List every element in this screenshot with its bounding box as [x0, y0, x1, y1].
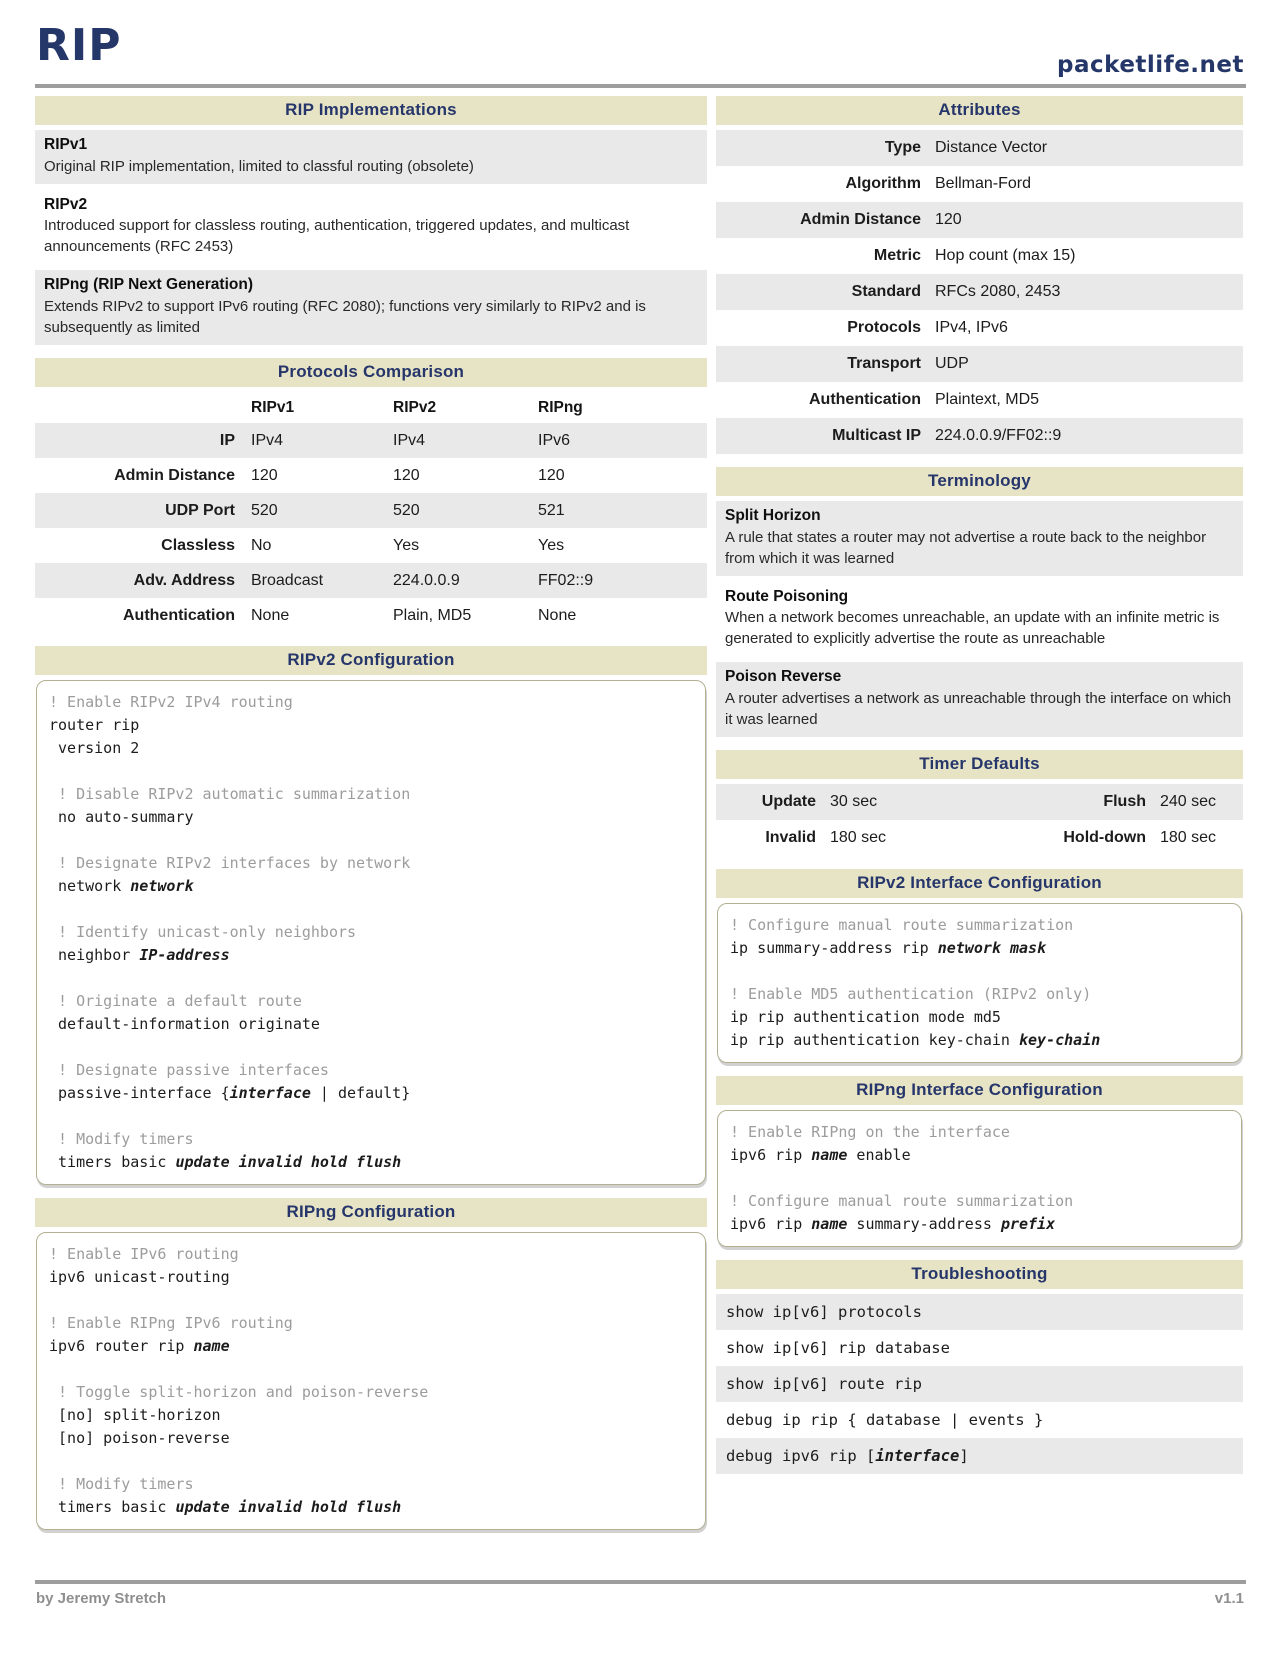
section-header-ripv2-interface-configuration: RIPv2 Interface Configuration — [716, 869, 1243, 898]
command-argument: network mask — [937, 939, 1047, 958]
comparison-header-spacer — [35, 399, 251, 417]
attribute-row — [716, 238, 1243, 274]
attribute-label: Type — [884, 139, 921, 156]
code-line: ! Designate passive interfaces — [49, 1061, 329, 1080]
comparison-table — [35, 392, 707, 633]
definition-item — [35, 270, 707, 345]
command-text: ip rip authentication key-chain — [730, 1031, 1019, 1050]
timer-label: Flush — [1103, 793, 1146, 811]
attributes-table — [716, 130, 1243, 454]
comparison-row — [35, 563, 707, 598]
command-text: summary-address — [847, 1215, 1001, 1234]
content-columns — [35, 96, 1243, 1543]
attribute-value: Distance Vector — [935, 139, 1048, 156]
section-ripng-configuration — [35, 1198, 707, 1530]
comparison-cell: 120 — [393, 466, 420, 484]
comparison-cell: None — [251, 606, 290, 624]
command-text: passive-interface { — [49, 1084, 230, 1103]
timer-value: 240 sec — [1160, 793, 1217, 811]
section-header-timer-defaults: Timer Defaults — [716, 750, 1243, 779]
footer-author: by Jeremy Stretch — [36, 1590, 167, 1607]
attribute-value: UDP — [935, 355, 969, 372]
definition-description: A rule that states a router may not advertise a route back to the neighbor from which it was learned — [725, 528, 1207, 567]
right-column — [716, 96, 1243, 1487]
code-line — [49, 967, 693, 990]
comparison-row — [35, 458, 707, 493]
code-line — [730, 937, 1229, 960]
code-line — [49, 1404, 693, 1427]
top-rule — [35, 84, 1246, 88]
code-line — [49, 737, 693, 760]
section-protocols-comparison — [35, 358, 707, 633]
command-text: neighbor — [49, 946, 140, 965]
command-argument: update invalid hold flush — [175, 1153, 402, 1172]
section-header-protocols-comparison: Protocols Comparison — [35, 358, 707, 387]
timer-row — [716, 784, 1243, 820]
attribute-value: RFCs 2080, 2453 — [935, 283, 1061, 300]
comparison-cell: IPv4 — [251, 431, 284, 449]
command-row — [716, 1402, 1243, 1438]
command-text: show ip[v6] protocols — [726, 1303, 922, 1322]
comparison-cell: 120 — [538, 466, 565, 484]
command-row — [716, 1294, 1243, 1330]
command-argument: network — [130, 877, 194, 896]
section-ripv2-configuration — [35, 646, 707, 1185]
attribute-value: Bellman-Ford — [935, 175, 1032, 192]
definition-description: A router advertises a network as unreachable through the interface on which it was learned — [725, 690, 1232, 729]
code-line: ! Originate a default route — [49, 992, 302, 1011]
implementations-list — [35, 130, 707, 345]
code-line: ! Configure manual route summarization — [730, 1192, 1074, 1211]
code-line: ! Configure manual route summarization — [730, 916, 1074, 935]
definition-item — [716, 501, 1243, 576]
code-line — [49, 1496, 693, 1519]
comparison-column-header: RIPv2 — [393, 399, 437, 417]
section-header-ripv2-configuration: RIPv2 Configuration — [35, 646, 707, 675]
code-line — [49, 1036, 693, 1059]
definition-description: When a network becomes unreachable, an update with an infinite metric is generated to explicitly advertise the route as unreachable — [725, 609, 1220, 648]
command-row — [716, 1366, 1243, 1402]
comparison-cell: Plain, MD5 — [393, 606, 472, 624]
comparison-cell: 120 — [251, 466, 278, 484]
command-argument: name — [811, 1146, 848, 1165]
attribute-label: Authentication — [809, 391, 921, 408]
code-line — [49, 1013, 693, 1036]
code-line: ! Designate RIPv2 interfaces by network — [49, 854, 411, 873]
section-ripng-interface-configuration — [716, 1076, 1243, 1247]
command-row — [716, 1438, 1243, 1474]
command-text: debug ip rip { database | events } — [726, 1411, 1044, 1430]
command-argument: prefix — [1000, 1215, 1056, 1234]
timer-value: 30 sec — [830, 793, 878, 811]
command-text: timers basic — [49, 1498, 176, 1517]
footer-version: v1.1 — [1214, 1590, 1244, 1607]
section-header-ripng-interface-configuration: RIPng Interface Configuration — [716, 1076, 1243, 1105]
command-text: enable — [847, 1146, 911, 1165]
code-line: ! Enable MD5 authentication (RIPv2 only) — [730, 985, 1092, 1004]
command-text: timers basic — [49, 1153, 176, 1172]
timer-label: Update — [761, 793, 816, 811]
comparison-cell: Yes — [393, 536, 420, 554]
left-column — [35, 96, 707, 1543]
code-line — [49, 714, 693, 737]
section-timer-defaults — [716, 750, 1243, 856]
code-line — [49, 898, 693, 921]
code-line: ! Modify timers — [49, 1475, 194, 1494]
ripv2-config-codeblock — [36, 680, 706, 1185]
comparison-cell: None — [538, 606, 577, 624]
code-line — [730, 1213, 1229, 1236]
code-line — [49, 944, 693, 967]
code-line: ! Enable RIPv2 IPv4 routing — [49, 693, 293, 712]
code-line — [49, 1358, 693, 1381]
code-line: ! Enable IPv6 routing — [49, 1245, 239, 1264]
code-line — [730, 1029, 1229, 1052]
command-text: ipv6 rip — [730, 1146, 812, 1165]
attribute-row — [716, 202, 1243, 238]
attribute-row — [716, 382, 1243, 418]
code-line — [730, 960, 1229, 983]
comparison-header-row — [35, 392, 707, 423]
comparison-row-label: Authentication — [123, 606, 235, 624]
command-text: version 2 — [49, 739, 140, 758]
comparison-row-label: IP — [219, 431, 235, 449]
comparison-column-header: RIPng — [538, 399, 583, 417]
comparison-cell: IPv6 — [538, 431, 571, 449]
definition-term: Split Horizon — [725, 507, 821, 524]
comparison-row-label: Admin Distance — [114, 466, 235, 484]
code-line — [49, 806, 693, 829]
terminology-list — [716, 501, 1243, 737]
attribute-label: Metric — [873, 247, 921, 264]
code-line — [49, 1105, 693, 1128]
attribute-row — [716, 130, 1243, 166]
command-text: debug ipv6 rip [ — [726, 1447, 876, 1466]
timer-label: Invalid — [765, 829, 816, 847]
timer-value: 180 sec — [1160, 829, 1217, 847]
section-attributes — [716, 96, 1243, 454]
code-line — [49, 1335, 693, 1358]
comparison-row — [35, 423, 707, 458]
code-line: ! Disable RIPv2 automatic summarization — [49, 785, 411, 804]
comparison-column-header: RIPv1 — [251, 399, 295, 417]
ripng-config-codeblock — [36, 1232, 706, 1530]
attribute-label: Admin Distance — [800, 211, 921, 228]
timer-label: Hold-down — [1063, 829, 1146, 847]
command-text: ipv6 rip — [730, 1215, 812, 1234]
section-rip-implementations — [35, 96, 707, 345]
command-text: router rip — [49, 716, 140, 735]
definition-term: RIPv2 — [44, 195, 88, 213]
command-text: ] — [959, 1447, 969, 1466]
definition-item — [35, 130, 707, 184]
command-text: ip rip authentication mode md5 — [730, 1008, 1001, 1027]
code-line: ! Toggle split-horizon and poison-reverse — [49, 1383, 429, 1402]
definition-term: Route Poisoning — [725, 587, 849, 605]
code-line — [49, 829, 693, 852]
comparison-row-label: Classless — [161, 536, 235, 554]
attribute-label: Transport — [847, 355, 921, 372]
command-text: ipv6 unicast-routing — [49, 1268, 230, 1287]
timer-row — [716, 820, 1243, 856]
command-argument: IP-address — [139, 946, 230, 965]
attribute-value: Plaintext, MD5 — [935, 391, 1040, 408]
command-text: default-information originate — [49, 1015, 320, 1034]
troubleshooting-list — [716, 1294, 1243, 1474]
code-line — [730, 1144, 1229, 1167]
comparison-cell: FF02::9 — [538, 571, 594, 589]
comparison-row-label: Adv. Address — [133, 571, 235, 589]
comparison-cell: 224.0.0.9 — [393, 571, 460, 589]
comparison-row — [35, 493, 707, 528]
attribute-value: Hop count (max 15) — [935, 247, 1076, 264]
attribute-value: 224.0.0.9/FF02::9 — [935, 427, 1062, 444]
command-text: network — [49, 877, 131, 896]
attribute-row — [716, 166, 1243, 202]
footer-rule — [35, 1580, 1246, 1584]
command-row — [716, 1330, 1243, 1366]
comparison-row — [35, 598, 707, 633]
section-terminology — [716, 467, 1243, 737]
attribute-row — [716, 418, 1243, 454]
command-argument: interface — [875, 1447, 960, 1466]
ripng-interface-codeblock — [717, 1110, 1242, 1247]
code-line — [730, 1006, 1229, 1029]
comparison-cell: Broadcast — [251, 571, 324, 589]
code-line — [49, 875, 693, 898]
attribute-label: Multicast IP — [832, 427, 921, 444]
comparison-cell: Yes — [538, 536, 565, 554]
definition-item — [716, 662, 1243, 737]
comparison-cell: No — [251, 536, 272, 554]
definition-description: Extends RIPv2 to support IPv6 routing (RFC 2080); functions very similarly to RIPv2 and is subsequently as limited — [44, 298, 646, 337]
command-text: | default} — [310, 1084, 411, 1103]
section-ripv2-interface-configuration — [716, 869, 1243, 1063]
section-header-rip-implementations: RIP Implementations — [35, 96, 707, 125]
definition-description: Introduced support for classless routing, authentication, triggered updates, and multicast announcements (RFC 2453) — [44, 217, 630, 256]
definition-description: Original RIP implementation, limited to classful routing (obsolete) — [44, 157, 474, 175]
code-line: ! Identify unicast-only neighbors — [49, 923, 357, 942]
comparison-row — [35, 528, 707, 563]
section-header-attributes: Attributes — [716, 96, 1243, 125]
code-line — [49, 1151, 693, 1174]
comparison-cell: IPv4 — [393, 431, 426, 449]
attribute-row — [716, 346, 1243, 382]
ripv2-interface-codeblock — [717, 903, 1242, 1063]
command-text: ipv6 router rip — [49, 1337, 194, 1356]
comparison-cell: 520 — [393, 501, 420, 519]
attribute-label: Algorithm — [845, 175, 921, 192]
command-text: no auto-summary — [49, 808, 194, 827]
code-line — [730, 1167, 1229, 1190]
timer-defaults-table — [716, 784, 1243, 856]
command-text: [no] split-horizon — [49, 1406, 221, 1425]
command-text: show ip[v6] route rip — [726, 1375, 922, 1394]
section-header-troubleshooting: Troubleshooting — [716, 1260, 1243, 1289]
definition-item — [35, 190, 707, 265]
section-troubleshooting — [716, 1260, 1243, 1474]
attribute-row — [716, 310, 1243, 346]
comparison-cell: 520 — [251, 501, 278, 519]
comparison-cell: 521 — [538, 501, 565, 519]
command-argument: name — [811, 1215, 848, 1234]
code-line: ! Modify timers — [49, 1130, 194, 1149]
command-text: show ip[v6] rip database — [726, 1339, 950, 1358]
code-line — [49, 1266, 693, 1289]
attribute-value: IPv4, IPv6 — [935, 319, 1008, 336]
attribute-label: Standard — [851, 283, 921, 300]
code-line — [49, 760, 693, 783]
section-header-terminology: Terminology — [716, 467, 1243, 496]
definition-term: Poison Reverse — [725, 668, 842, 686]
timer-value: 180 sec — [830, 829, 887, 847]
code-line — [49, 1450, 693, 1473]
page-title: RIP — [36, 20, 122, 71]
definition-term: RIPv1 — [44, 136, 88, 153]
command-text: [no] poison-reverse — [49, 1429, 230, 1448]
code-line — [49, 1289, 693, 1312]
code-line: ! Enable RIPng IPv6 routing — [49, 1314, 293, 1333]
code-line — [49, 1082, 693, 1105]
section-header-ripng-configuration: RIPng Configuration — [35, 1198, 707, 1227]
code-line: ! Enable RIPng on the interface — [730, 1123, 1010, 1142]
command-argument: key-chain — [1018, 1031, 1101, 1050]
attribute-label: Protocols — [847, 319, 921, 336]
command-text: ip summary-address rip — [730, 939, 938, 958]
comparison-row-label: UDP Port — [165, 501, 235, 519]
code-line — [49, 1427, 693, 1450]
definition-item — [716, 582, 1243, 657]
command-argument: name — [193, 1337, 230, 1356]
command-argument: update invalid hold flush — [175, 1498, 402, 1517]
attribute-value: 120 — [935, 211, 962, 228]
attribute-row — [716, 274, 1243, 310]
packetlife-logo: packetlife.net — [1057, 52, 1244, 78]
definition-term: RIPng (RIP Next Generation) — [44, 276, 253, 294]
command-argument: interface — [229, 1084, 311, 1103]
